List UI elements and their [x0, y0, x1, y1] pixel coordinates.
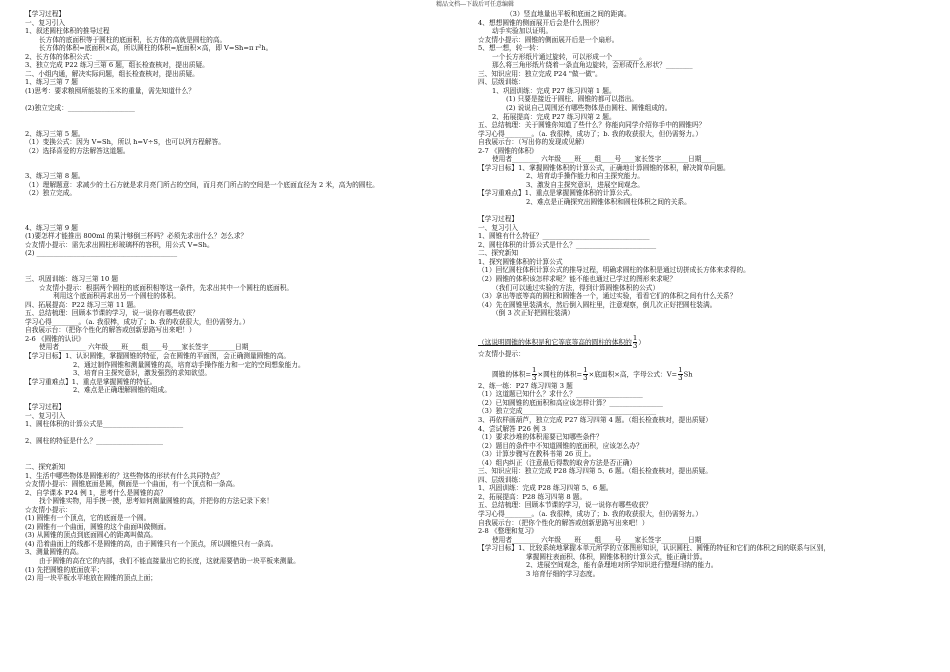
blank-space	[25, 113, 477, 130]
text-line: 3、培育自主探究意识，激发强烈的求知欲望。	[73, 369, 212, 378]
text-line: （1）这道题已知什么？求什么？____________________	[478, 390, 643, 399]
text-line: 由于圆锥的高在它的内部，我们不能直接量出它的长度，这就需要借助一块平板来测量。	[39, 556, 300, 565]
text-line: ☆友情小提示：根据两个圆柱的底面积相等这一条件，先求出其中一个圆柱的底面积。	[39, 283, 294, 292]
text-line: 3、练习三第 8 题。	[25, 172, 85, 181]
text-line: （3）拿出等底等高的圆柱和圆锥各一个，通过实验，看看它们的体积之间有什么关系？	[478, 292, 737, 301]
right-column	[478, 10, 930, 578]
text-line: 2、圆柱的特征是什么？____________________	[25, 437, 164, 446]
text-line: 三、巩固训练：练习三第 10 题	[25, 275, 119, 284]
text-line: 2、通过制作圆锥和测量圆锥的高，培育动手操作能力和一定的空间想象能力。	[73, 360, 305, 369]
text-line: 自我展示台：（写出你的发现或见解）	[478, 138, 589, 147]
text-line: 2、难点是正确探究出圆锥体积和圆柱体积之间的关系。	[526, 198, 691, 207]
text-line: 一、复习引入	[25, 411, 66, 420]
text-line: 五、总结梳理：关于圆锥你知道了些什么？你能向同学介绍你手中的圆锥吗？	[478, 121, 706, 130]
page-header: 精品文档---下载后可任意编辑	[435, 1, 515, 8]
text-line: 1、巩固训练：完成 P27 练习四第 1 题。	[492, 86, 616, 95]
text-line: (1)要怎样才能推出 800ml 的果汁够倒三杯吗？必须先求出什么？怎么求？	[25, 232, 248, 241]
text-line: 2-6 《圆锥的认识》	[25, 334, 85, 343]
text-line: 利用这个底面积再求出另一个圆柱的体积。	[53, 292, 181, 301]
text-line: 圆锥的体积= $\frac{1}{3}$ ×圆柱的体积= $\frac{1}{3}$ ×底面积×高，字母公式：V= $\frac{1}{3}$ Sh	[492, 366, 693, 382]
text-line: 1、圆柱体积的计算公式是________________________	[25, 420, 184, 429]
text-line: （2）题目的条件中不知道圆锥的底面积，应该怎么办？	[478, 441, 643, 450]
text-line: 找个圆锥实物，用手摸一摸，思考如何测量圆锥的高，并把你的方法记录下来！	[39, 497, 274, 506]
text-line: 三、知识应用：独立完成 P24 "做一做"。	[478, 69, 602, 78]
text-line: 2-7 《圆锥的体积》	[478, 146, 538, 155]
text-line: (1) 只要是接近于圆柱、圆锥的都可以指出。	[506, 95, 638, 104]
fraction-denominator: 3	[632, 341, 638, 350]
text-line: 2、练习三第 5 题。	[25, 129, 85, 138]
text-line: （2）已知圆锥的底面积和高应该怎样计算？________________	[478, 398, 663, 407]
text-line: (4) 沿着曲面上的线都不是圆锥的高，由于圆锥只有一个顶点，所以圆锥只有一条高。	[25, 539, 278, 548]
text-line: （1）变换公式：因为 V=Sh，所以 h=V÷S，也可以列方程解答。	[25, 138, 225, 147]
fraction-numerator: 1	[678, 366, 683, 374]
text-line: ☆友情小提示：圆锥的侧面展开后是一个扇形。	[478, 35, 619, 44]
text-line: ☆友情小提示：	[25, 505, 72, 514]
text-line: 学习心得________。（a. 我很棒，成功了；b. 我的收获很大，但仍需努力。）	[478, 509, 703, 518]
text-line: 自我展示台：（把你个性化的解答或创新思路写出来吧！）	[478, 518, 649, 527]
blank-space	[25, 429, 477, 438]
text-line: 长方体的体积=底面积×高，所以圆柱的体积=底面积×高，即 V=Sh=π r²h。	[39, 44, 273, 53]
text-line: （2）圆锥的体积该怎样求呢？能不能也通过已学过的图形来求呢？	[478, 274, 677, 283]
text-line: 二、探究新知	[478, 249, 519, 258]
text-line: 二、探究新知	[25, 462, 66, 471]
text-line: 长方体的底面积等于圆柱的底面积，长方体的高就是圆柱的高。	[39, 35, 227, 44]
text-line: (1)思考：要求粮囤所能装的玉米的重量，需先知道什么？	[25, 86, 195, 95]
blank-space	[478, 318, 930, 335]
text-line: （这说明圆锥的体积是和它等底等高的圆柱的体积的 $\frac{1}{3}$ ）	[478, 334, 645, 350]
blank-space	[25, 258, 477, 275]
text-line: 自我展示台：（把你个性化的解答或创新思路写出来吧！）	[25, 326, 196, 335]
text-line: 一、复习引入	[478, 223, 519, 232]
text-line: (3) 从圆锥的顶点到底面圆心的距离叫做高。	[25, 531, 157, 540]
fraction-one-third	[678, 367, 682, 382]
text-line: 1、生活中哪些物体是圆锥形的？这些物体的形状有什么共同特点？	[25, 471, 224, 480]
text-line: 动手实验加以证明。	[492, 27, 553, 36]
fraction-denominator: 3	[678, 373, 683, 382]
text-line: （3）计算步骤写在教科书第 26 页上。	[478, 450, 596, 459]
text-line: 掌握圆柱表面积、体积，圆锥体积的计算公式，能正确计算。	[526, 552, 707, 561]
fraction-one-third	[633, 335, 637, 350]
text-line: 一个长方形纸片通过旋转，可以形成一个________。	[492, 52, 646, 61]
text-line: （1）回忆圆柱体积计算公式的推导过程，明确求圆柱的体积是通过切拼成长方体来求得的。	[478, 266, 750, 275]
text-line: （倒 3 次正好把圆柱装满）	[492, 309, 575, 318]
text-line: 【学习重难点】1、重点是掌握圆锥的特征。	[25, 377, 157, 386]
text-line: （3）竖直地量出平板和底面之间的距离。	[506, 10, 631, 18]
text-line: 5、想一想，转一转：	[478, 44, 543, 53]
text-line: (2)独立完成：____________________	[25, 104, 135, 113]
text-line: 【学习过程】	[25, 403, 66, 412]
text-line: （我们可以通过实验的方法，得到计算圆锥体积的公式）	[492, 283, 660, 292]
text-line: 使用者________ 六年级____班____组____号____家长签字________日期____	[39, 343, 262, 352]
text-line: (2) 用一块平板水平地放在圆锥的顶点上面；	[25, 574, 157, 583]
text-line: (2) 说说自己周围还有哪些物体是由圆柱、圆锥组成的。	[506, 104, 672, 113]
text-line: （4）组内纠正（注意最后得数的取舍方法是否正确）	[478, 458, 637, 467]
text-line: 学习心得________。（a. 我很棒，成功了；b. 我的收获很大，但仍需努力。）	[25, 317, 250, 326]
text-line: 【学习过程】	[478, 215, 519, 224]
text-line: 2-8 《整理和复习》	[478, 527, 538, 536]
text-line: （1）要求沙堆的体积需要已知哪些条件？	[478, 433, 603, 442]
text-line: 使用者________ 六年级____班____组____号____家长签字________日期____	[492, 535, 715, 544]
text-line: 五、总结梳理：回顾本节课的学习，说一说你有哪些收获？	[25, 309, 199, 318]
text-line: 2、练一练：P27 练习四第 3 题	[478, 381, 573, 390]
blank-space	[25, 198, 477, 224]
text-line: 2、进展空间观念，能有条理地对所学知识进行整理归纳的能力。	[526, 561, 718, 570]
text-line: 一、复习引入	[25, 18, 66, 27]
text-line: 2、长方体的体积公式：____________	[25, 52, 137, 61]
blank-space	[478, 358, 930, 367]
text-line: （2）选择喜爱的方法解答这道题。	[25, 146, 130, 155]
fraction-numerator: 1	[632, 334, 638, 342]
text-line: 3、再依样画葫芦，独立完成 P27 练习四第 4 题。（组长检查核对，提出质疑）	[478, 415, 712, 424]
fraction-numerator: 1	[583, 366, 588, 374]
text-line: ☆友情小提示：圆锥底面是圆，侧面是一个曲面，有一个顶点和一条高。	[25, 480, 239, 489]
text-line: 4、想想圆锥的侧面展开后会是什么图形？	[478, 18, 603, 27]
text-line: 3、测量圆锥的高。	[25, 548, 83, 557]
text-line: 使用者________ 六年级____班____组____号____家长签字________日期____	[492, 155, 715, 164]
text-line: 1、圆锥有什么特征？________________________________	[478, 232, 650, 241]
text-line: 1、练习三第 7 题	[25, 78, 78, 87]
text-line: （3）独立完成________________________________________	[478, 407, 657, 416]
text-line: (2) 圆锥有一个曲面，圆锥的这个曲面叫做侧面。	[25, 522, 171, 531]
text-line: 4、练习三第 9 题	[25, 223, 78, 232]
blank-space	[25, 395, 477, 404]
text-line: 五、总结梳理：回顾本节课的学习，说一说你有哪些收获？	[478, 501, 652, 510]
text-line: 3 培育仔细的学习态度。	[526, 569, 600, 578]
text-line: 2、难点是正确理解圆锥的组成。	[73, 386, 171, 395]
fraction-denominator: 3	[532, 373, 537, 382]
text-line: ☆友情小提示：	[478, 349, 525, 358]
text-line: 2、圆柱体积的计算公式是什么？________________________	[478, 240, 657, 249]
text-line: 【学习目标】1、掌握圆锥体积的计算公式，正确地计算圆锥的体积，解决简单问题。	[478, 163, 730, 172]
blank-space	[478, 207, 930, 216]
blank-space	[25, 95, 477, 104]
left-column	[25, 10, 477, 583]
text-line: （2）独立完成。	[25, 189, 77, 198]
text-line: 1、探究圆锥体积的计算公式	[478, 257, 563, 266]
fraction-one-third	[532, 367, 536, 382]
text-line: （4）先在圆锥里装满水，然后倒入圆柱里，注意观察，倒几次正好把圆柱装满。	[478, 300, 717, 309]
fraction-denominator: 3	[583, 373, 588, 382]
text-line: 【学习重难点】1、重点是掌握圆锥体积的计算公式。	[478, 189, 637, 198]
blank-space	[25, 446, 477, 463]
text-line: （1）理解题意：求减少的土石方就是求月亮门所占的空间，而月亮门所占的空间是一个底面直径为 2 米，高为的圆柱。	[25, 180, 379, 189]
text-line: 1、叙述圆柱体积的推导过程	[25, 27, 110, 36]
text-line: 2、自学课本 P24 例 1，思考什么是圆锥的高？	[25, 488, 167, 497]
text-line: (2) __________________________________________	[25, 249, 178, 258]
fraction-numerator: 1	[532, 366, 537, 374]
text-line: (1) 圆锥有一个顶点，它的底面是一个圆。	[25, 514, 151, 523]
text-line: 1、巩固训练：完成 P28 练习四第 5、6 题。	[478, 484, 613, 493]
text-line: 四、层级训练：	[478, 78, 525, 87]
fraction-one-third	[583, 367, 587, 382]
text-line: 【学习目标】1、比较系统地掌握本单元所学的立体图形知识，认识圆柱、圆锥的特征和它们的体积之间的联系与区别，	[478, 544, 831, 553]
text-line: 【学习目标】1、认识圆锥，掌握圆锥的特征，会在圆锥的平面图，会正确测量圆锥的高。	[25, 351, 291, 360]
text-line: 2、培育动手操作能力和自主探究能力。	[526, 172, 644, 181]
text-line: 3、独立完成 P22 练习三第 6 题，组长检查核对，提出质疑。	[25, 61, 209, 70]
blank-space	[25, 155, 477, 172]
text-line: 2、拓展提高：P28 练习四第 8 题。	[478, 492, 587, 501]
text-line: (1) 先把圆锥的底面放平；	[25, 565, 104, 574]
text-line: 3、激发自主探究意识，进展空间观念。	[526, 180, 644, 189]
text-line: 2、拓展提高：完成 P27 练习四第 2 题。	[492, 112, 616, 121]
text-line: 【学习过程】	[25, 10, 66, 18]
text-line: 学习心得________。（a. 我很棒，成功了；b. 我的收获很大，但仍需努力。）	[478, 129, 703, 138]
text-line: 4、尝试解答 P26 例 3	[478, 424, 547, 433]
text-line: 那么将三角形纸片绕着一条直角边旋转，会形成什么形状？________	[492, 61, 693, 70]
text-line: 四、拓展提高：P22 练习三第 11 题。	[25, 300, 140, 309]
text-line: ☆友情小提示：需先求出圆柱形玻璃杯的容积，用公式 V=Sh。	[25, 240, 214, 249]
text-line: 四、层级训练：	[478, 475, 525, 484]
text-line: 三、知识应用：独立完成 P28 练习四第 5、6 题。（组长检查核对，提出质疑。	[478, 467, 712, 476]
text-line: 二、小组内通，解决实际问题，组长检查核对，提出质疑。	[25, 69, 199, 78]
